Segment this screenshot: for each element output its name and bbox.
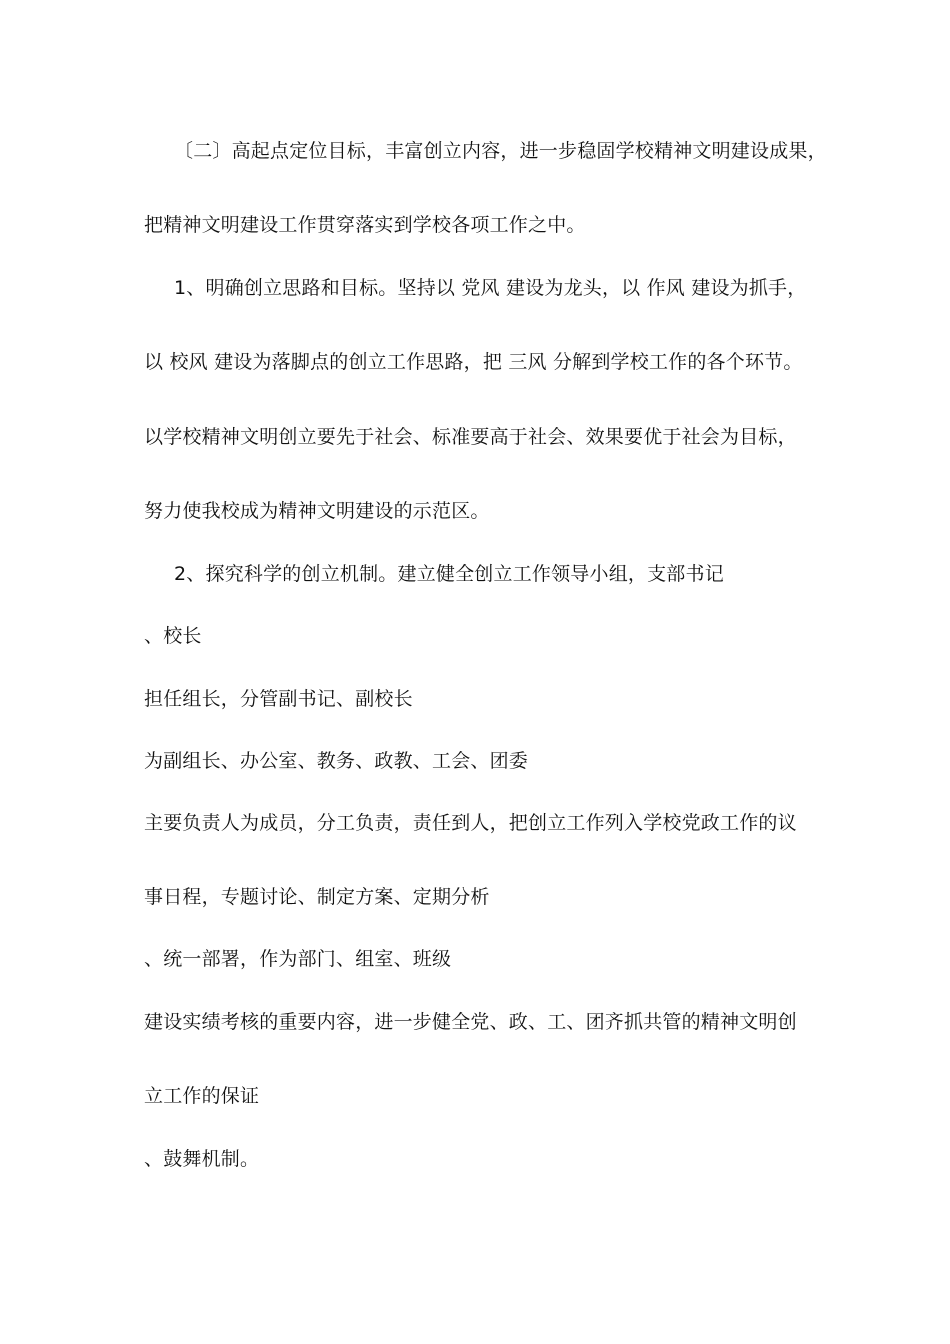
paragraph-line: 、鼓舞机制。 xyxy=(144,1148,260,1170)
paragraph-line: 〔二〕高起点定位目标，丰富创立内容，进一步稳固学校精神文明建设成果， xyxy=(174,140,827,162)
paragraph-line: 以 校风 建设为落脚点的创立工作思路，把 三风 分解到学校工作的各个环节。 xyxy=(144,351,803,373)
paragraph-line: 建设实绩考核的重要内容，进一步健全党、政、工、团齐抓共管的精神文明创 xyxy=(144,1011,797,1033)
paragraph-line: 、校长 xyxy=(144,625,202,647)
paragraph-line: 、统一部署，作为部门、组室、班级 xyxy=(144,948,452,970)
paragraph-line: 努力使我校成为精神文明建设的示范区。 xyxy=(144,500,490,522)
paragraph-line: 立工作的保证 xyxy=(144,1085,260,1107)
paragraph-line: 把精神文明建设工作贯穿落实到学校各项工作之中。 xyxy=(144,214,586,236)
paragraph-line: 1、明确创立思路和目标。坚持以 党风 建设为龙头，以 作风 建设为抓手， xyxy=(174,277,807,299)
paragraph-line: 担任组长，分管副书记、副校长 xyxy=(144,688,413,710)
paragraph-line: 事日程，专题讨论、制定方案、定期分析 xyxy=(144,886,490,908)
paragraph-line: 2、探究科学的创立机制。建立健全创立工作领导小组，支部书记 xyxy=(174,563,724,585)
paragraph-line: 主要负责人为成员，分工负责，责任到人，把创立工作列入学校党政工作的议 xyxy=(144,812,797,834)
paragraph-line: 为副组长、办公室、教务、政教、工会、团委 xyxy=(144,750,529,772)
paragraph-line: 以学校精神文明创立要先于社会、标准要高于社会、效果要优于社会为目标， xyxy=(144,426,797,448)
